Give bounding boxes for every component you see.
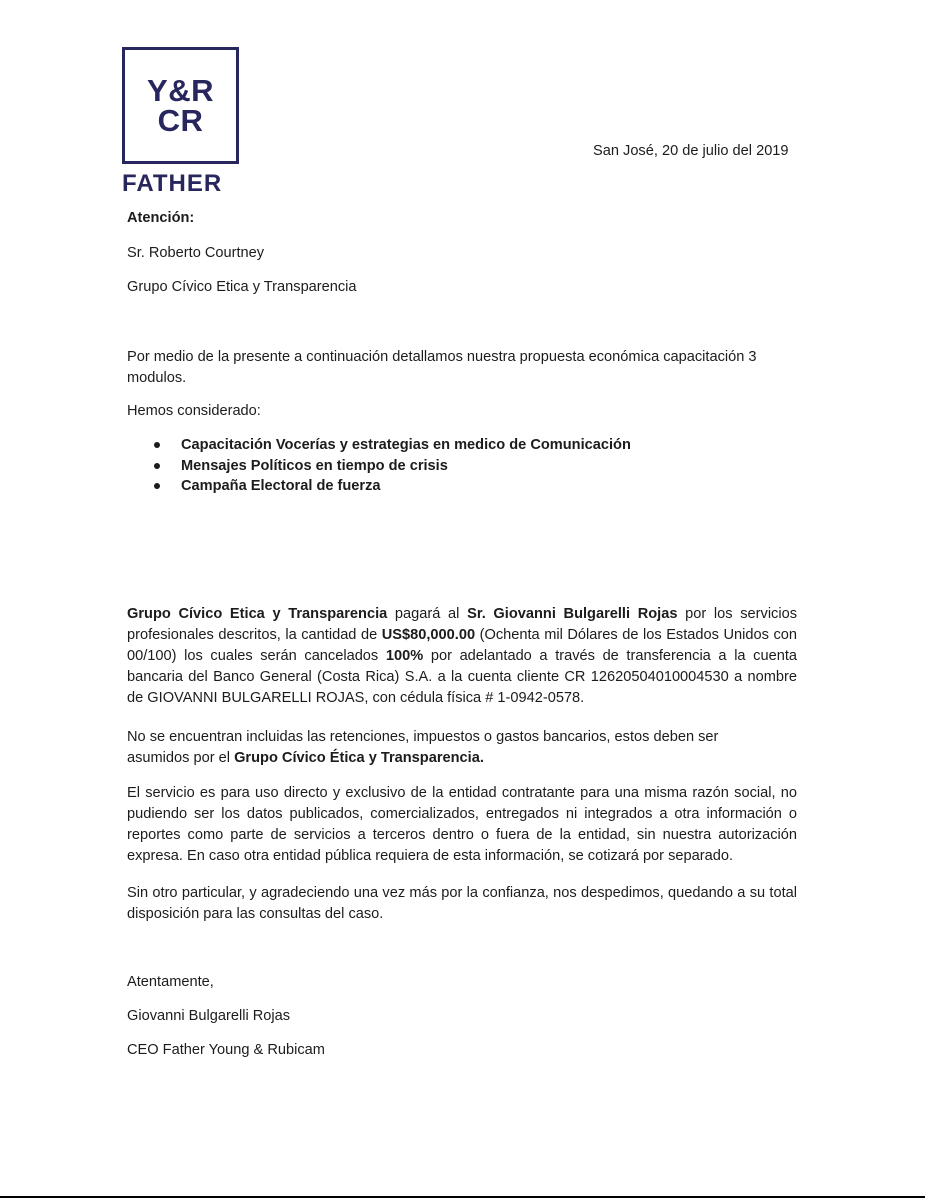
closing-paragraph: Sin otro particular, y agradeciendo una vez más por la confianza, nos despedimos, quedando a su total disposición para las consultas del caso.	[127, 885, 797, 922]
list-item: Capacitación Vocerías y estrategias en medico de Comunicación	[127, 435, 631, 456]
logo-wordmark: FATHER	[122, 170, 223, 197]
letter-date: San José, 20 de julio del 2019	[593, 143, 789, 159]
bullet-icon	[154, 483, 160, 489]
exclusions-org: Grupo Cívico Ética y Transparencia.	[234, 750, 484, 766]
payment-person: Sr. Giovanni Bulgarelli Rojas	[467, 606, 678, 622]
services-list	[127, 435, 631, 497]
bullet-icon	[154, 463, 160, 469]
bullet-icon	[154, 442, 160, 448]
payment-paragraph: Grupo Cívico Etica y Transparencia pagará al Sr. Giovanni Bulgarelli Rojas por los servicios profesionales descritos, la cantidad de US$80,000.00 (Ochenta mil Dólares de los Estados Unidos con 00/100) los cuales serán cancelados 100% por adelantado a través de transferencia a la cuenta bancaria del Banco General (Costa Rica) S.A. a la cuenta cliente CR 12620504010004530 a nombre de GIOVANNI BULGARELLI ROJAS, con cédula física # 1-0942-0578.	[127, 606, 798, 706]
payment-org: Grupo Cívico Etica y Transparencia	[127, 606, 388, 622]
logo-line-1: Y&R	[147, 72, 214, 108]
logo-box	[122, 47, 239, 164]
signer-title: CEO Father Young & Rubicam	[127, 1042, 325, 1058]
intro-paragraph: Por medio de la presente a continuación detallamos nuestra propuesta económica capacitación 3 modulos.	[127, 349, 757, 386]
signer-name: Giovanni Bulgarelli Rojas	[127, 1008, 291, 1024]
logo-line-2: CR	[157, 102, 204, 138]
service-paragraph: El servicio es para uso directo y exclusivo de la entidad contratante para una misma razón social, no pudiendo ser los datos publicados, comercializados, entregados ni integrados a otra información o reportes como parte de servicios a terceros dentro o fuera de la entidad, sin nuestra autorización expresa. En caso otra entidad pública requiera de esta información, se cotizará por separado.	[127, 785, 797, 864]
attention-label: Atención:	[127, 210, 195, 226]
company-logo	[122, 47, 239, 197]
list-item: Mensajes Políticos en tiempo de crisis	[127, 456, 631, 477]
recipient-organization: Grupo Cívico Etica y Transparencia	[127, 279, 357, 295]
exclusions-paragraph: No se encuentran incluidas las retenciones, impuestos o gastos bancarios, estos deben ser asumidos por el Grupo Cívico Ética y Transparencia.	[127, 729, 719, 766]
payment-percent: 100%	[385, 648, 424, 664]
recipient-name: Sr. Roberto Courtney	[127, 245, 265, 261]
regards: Atentamente,	[127, 974, 214, 990]
bottom-rule	[0, 1196, 925, 1198]
list-item: Campaña Electoral de fuerza	[127, 476, 631, 497]
payment-amount: US$80,000.00	[381, 627, 476, 643]
considered-label: Hemos considerado:	[127, 403, 261, 419]
